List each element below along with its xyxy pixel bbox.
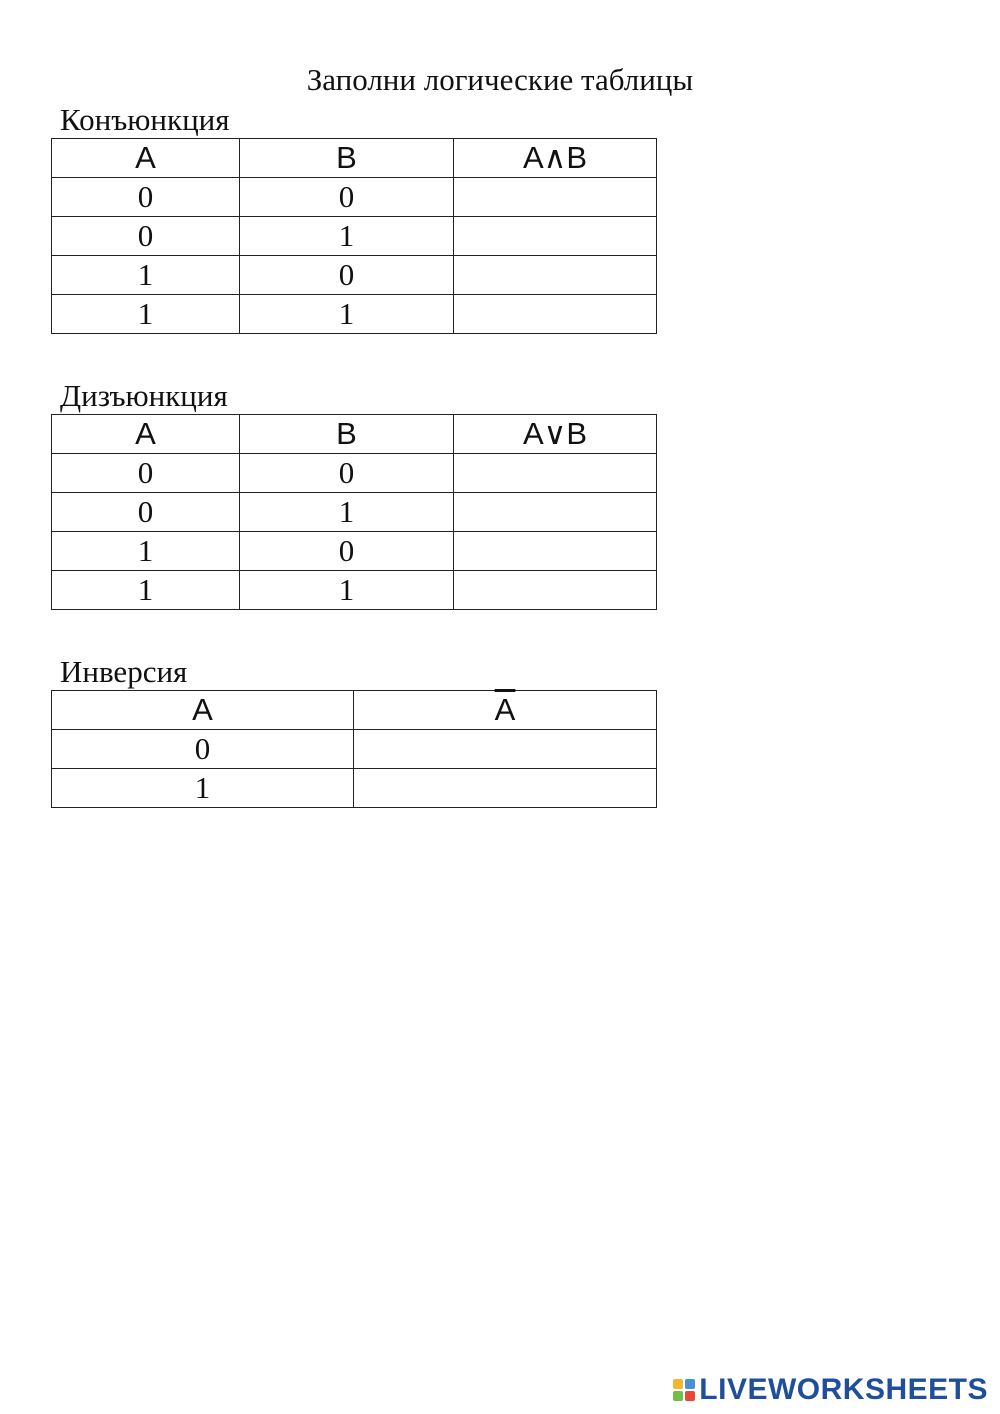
answer-cell[interactable]	[454, 493, 657, 532]
table-header-row	[52, 139, 657, 178]
watermark-text: LIVEWORKSHEETS	[699, 1373, 988, 1406]
table-row	[52, 256, 657, 295]
column-header: A	[52, 139, 240, 178]
table-row	[52, 217, 657, 256]
cell-b: 1	[240, 571, 454, 610]
table-row	[52, 532, 657, 571]
answer-cell[interactable]	[454, 256, 657, 295]
conjunction-heading: Конъюнкция	[60, 102, 230, 137]
answer-cell[interactable]	[454, 217, 657, 256]
column-header: B	[240, 415, 454, 454]
column-header: A	[52, 415, 240, 454]
answer-cell[interactable]	[454, 532, 657, 571]
cell-b: 0	[240, 178, 454, 217]
conjunction-table	[51, 138, 657, 334]
table-row	[52, 571, 657, 610]
cell-b: 0	[240, 454, 454, 493]
table-row	[52, 178, 657, 217]
page-title: Заполни логические таблицы	[306, 62, 694, 97]
logo-square	[673, 1391, 683, 1401]
logo-square	[673, 1379, 683, 1389]
cell-b: 0	[240, 256, 454, 295]
table-header-row	[52, 415, 657, 454]
cell-a: 0	[52, 178, 240, 217]
answer-cell[interactable]	[454, 295, 657, 334]
answer-cell[interactable]	[454, 454, 657, 493]
logo-square	[685, 1391, 695, 1401]
liveworksheets-watermark	[673, 1374, 988, 1406]
answer-cell[interactable]	[354, 769, 657, 808]
column-header: B	[240, 139, 454, 178]
column-header: A∨B	[454, 415, 657, 454]
cell-a: 0	[52, 217, 240, 256]
cell-b: 1	[240, 493, 454, 532]
cell-a: 0	[52, 454, 240, 493]
disjunction-heading: Дизъюнкция	[60, 378, 228, 413]
cell-a: 1	[52, 295, 240, 334]
table-row	[52, 493, 657, 532]
column-header: A∧B	[454, 139, 657, 178]
cell-b: 1	[240, 295, 454, 334]
column-header: A	[52, 691, 354, 730]
cell-b: 1	[240, 217, 454, 256]
cell-a: 0	[52, 730, 354, 769]
cell-a: 0	[52, 493, 240, 532]
cell-a: 1	[52, 571, 240, 610]
inversion-heading: Инверсия	[60, 654, 188, 689]
answer-cell[interactable]	[454, 571, 657, 610]
cell-a: 1	[52, 769, 354, 808]
logo-square	[685, 1379, 695, 1389]
cell-a: 1	[52, 256, 240, 295]
table-row	[52, 769, 657, 808]
table-header-row	[52, 691, 657, 730]
column-header-negation: $\overline{A}$	[354, 691, 657, 730]
inversion-table	[51, 690, 657, 808]
answer-cell[interactable]	[354, 730, 657, 769]
cell-b: 0	[240, 532, 454, 571]
table-row	[52, 730, 657, 769]
disjunction-table	[51, 414, 657, 610]
cell-a: 1	[52, 532, 240, 571]
answer-cell[interactable]	[454, 178, 657, 217]
table-row	[52, 295, 657, 334]
liveworksheets-logo-icon	[673, 1379, 695, 1401]
table-row	[52, 454, 657, 493]
